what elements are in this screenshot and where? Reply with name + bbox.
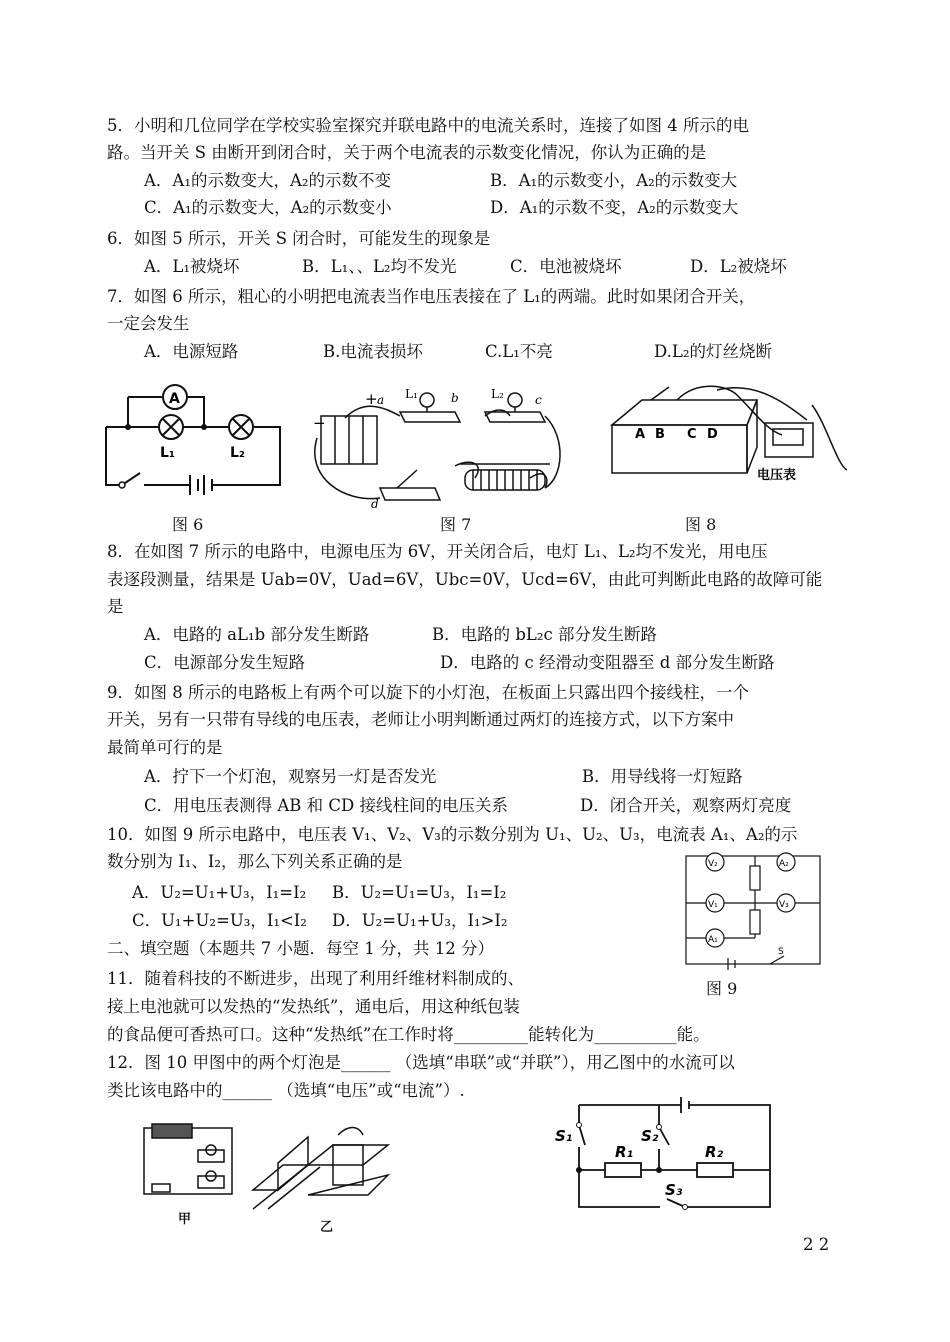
q10-option-c: C．U₁+U₂=U₃，I₁<I₂ [132,911,307,930]
fig6-label-a: A [169,391,180,407]
figure-6-circuit [100,375,285,500]
fig9-label-a1: A₁ [708,935,718,945]
fig-circuit-label-s1: S₁ [555,1127,573,1145]
fig7-label-b: b [451,391,459,405]
fig8-label-a: A [635,427,646,442]
fig9-label-v2: V₂ [708,859,718,869]
fig7-label-l1: L₁ [405,387,418,401]
fig-circuit-label-r2: R₂ [705,1143,724,1161]
q7-option-d: D.L₂的灯丝烧断 [654,342,772,361]
q8-option-b: B．电路的 bL₂c 部分发生断路 [432,625,657,644]
fig7-label-l2: L₂ [491,387,504,401]
q5-stem-line2: 路。当开关 S 由断开到闭合时，关于两个电流表的示数变化情况，你认为正确的是 [107,143,707,162]
q8-stem-line2: 表逐段测量，结果是 Uab=0V，Uad=6V，Ubc=0V，Ucd=6V，由此可判断此电路的故障可能 [107,570,823,589]
q12-line1: 12．图 10 甲图中的两个灯泡是______ （选填“串联”或“并联”），用乙图中的水流可以 [107,1053,735,1072]
figure-6-caption: 图 6 [172,515,204,534]
fig8-label-c: C [687,427,697,442]
q6-option-b: B．L₁、、L₂均不发光 [302,257,457,276]
q11-line1: 11．随着科技的不断进步，出现了利用纤维材料制成的、 [107,969,524,988]
q9-stem-line3: 最简单可行的是 [107,738,223,757]
figure-8-board [607,385,847,495]
figure-9-caption: 图 9 [706,979,738,998]
q6-option-d: D．L₂被烧坏 [690,257,787,276]
q5-stem-line1: 5．小明和几位同学在学校实验室探究并联电路中的电流关系时，连接了如图 4 所示的电 [107,116,749,135]
q7-option-c: C.L₁不亮 [485,342,553,361]
figure-8-caption: 图 8 [685,515,717,534]
figure-7-caption: 图 7 [440,515,472,534]
fig7-label-plus: + [365,390,378,408]
q10-option-b: B．U₂=U₁=U₃，I₁=I₂ [332,883,507,902]
q9-option-d: D．闭合开关，观察两灯亮度 [580,796,792,815]
figure-10-yi-water-model [248,1125,393,1213]
q10-stem-line1: 10．如图 9 所示电路中，电压表 V₁、V₂、V₃的示数分别为 U₁、U₂、U₃，电流表 A₁、A₂的示 [107,825,798,844]
q6-option-c: C．电池被烧坏 [510,257,622,276]
q11-line3: 的食品便可香热可口。这种“发热纸”在工作时将_________能转化为__________能。 [107,1025,710,1044]
figure-7-circuit [305,378,570,518]
fig-circuit-label-s2: S₂ [641,1127,659,1145]
fig7-label-d: d [371,497,379,511]
q12-line2: 类比该电路中的______ （选填“电压”或“电流”）. [107,1081,465,1100]
fig6-label-l2: L₂ [230,445,246,461]
fig7-label-c: c [535,393,542,407]
q5-option-b: B．A₁的示数变小，A₂的示数变大 [490,171,738,190]
q8-option-d: D．电路的 c 经滑动变阻器至 d 部分发生断路 [440,653,775,672]
q6-option-a: A．L₁被烧坏 [144,257,240,276]
fig-circuit-label-r1: R₁ [615,1143,634,1161]
q5-option-d: D．A₁的示数不变，A₂的示数变大 [490,198,739,217]
figure-10-jia-circuit [138,1120,238,1200]
fig8-label-voltmeter: 电压表 [757,468,797,483]
page-number: 2 2 [803,1235,830,1254]
fig9-label-v1: V₁ [708,900,718,910]
q7-stem-line2: 一定会发生 [107,314,190,333]
q10-option-a: A．U₂=U₁+U₃，I₁=I₂ [132,883,307,902]
fig7-label-minus: − [313,414,326,432]
q8-stem-line1: 8．在如图 7 所示的电路中，电源电压为 6V，开关闭合后，电灯 L₁、L₂均不发光，用电压 [107,542,768,561]
fig8-label-b: B [655,427,665,442]
q7-option-a: A．电源短路 [144,342,239,361]
q8-stem-line3: 是 [107,597,124,616]
q8-option-c: C．电源部分发生短路 [144,653,306,672]
q9-stem-line1: 9．如图 8 所示的电路板上有两个可以旋下的小灯泡，在板面上只露出四个接线柱，一个 [107,683,749,702]
fig9-label-v3: V₃ [779,900,789,910]
q9-option-a: A．拧下一个灯泡，观察另一灯是否发光 [144,767,437,786]
figure-switch-resistor-circuit [555,1095,775,1220]
figure-10-yi-caption: 乙 [320,1220,334,1235]
q11-line2: 接上电池就可以发热的“发热纸”，通电后，用这种纸包装 [107,997,520,1016]
q9-stem-line2: 开关，另有一只带有导线的电压表，老师让小明判断通过两灯的连接方式，以下方案中 [107,710,734,729]
q5-option-a: A．A₁的示数变大，A₂的示数不变 [144,171,391,190]
q7-option-b: B.电流表损坏 [323,342,423,361]
q6-stem: 6．如图 5 所示，开关 S 闭合时，可能发生的现象是 [107,229,491,248]
q8-option-a: A．电路的 aL₁b 部分发生断路 [144,625,370,644]
fig9-label-a2: A₂ [779,859,789,869]
q9-option-c: C．用电压表测得 AB 和 CD 接线柱间的电压关系 [144,796,508,815]
q7-stem-line1: 7．如图 6 所示，粗心的小明把电流表当作电压表接在了 L₁的两端。此时如果闭合开关， [107,287,756,306]
fig7-label-a: a [377,393,385,407]
q9-option-b: B．用导线将一灯短路 [582,767,743,786]
q5-option-c: C．A₁的示数变大，A₂的示数变小 [144,198,392,217]
figure-9-circuit [680,848,825,972]
fig-circuit-label-s3: S₃ [665,1181,683,1199]
q10-option-d: D．U₂=U₁+U₃，I₁>I₂ [332,911,508,930]
fig8-label-d: D [707,427,718,442]
figure-10-jia-caption: 甲 [178,1212,192,1227]
fig6-label-l1: L₁ [160,445,176,461]
fig9-label-s: S [778,947,784,957]
q10-stem-line2: 数分别为 I₁、I₂，那么下列关系正确的是 [107,852,403,871]
section-2-heading: 二、填空题（本题共 7 小题．每空 1 分，共 12 分） [107,939,494,958]
